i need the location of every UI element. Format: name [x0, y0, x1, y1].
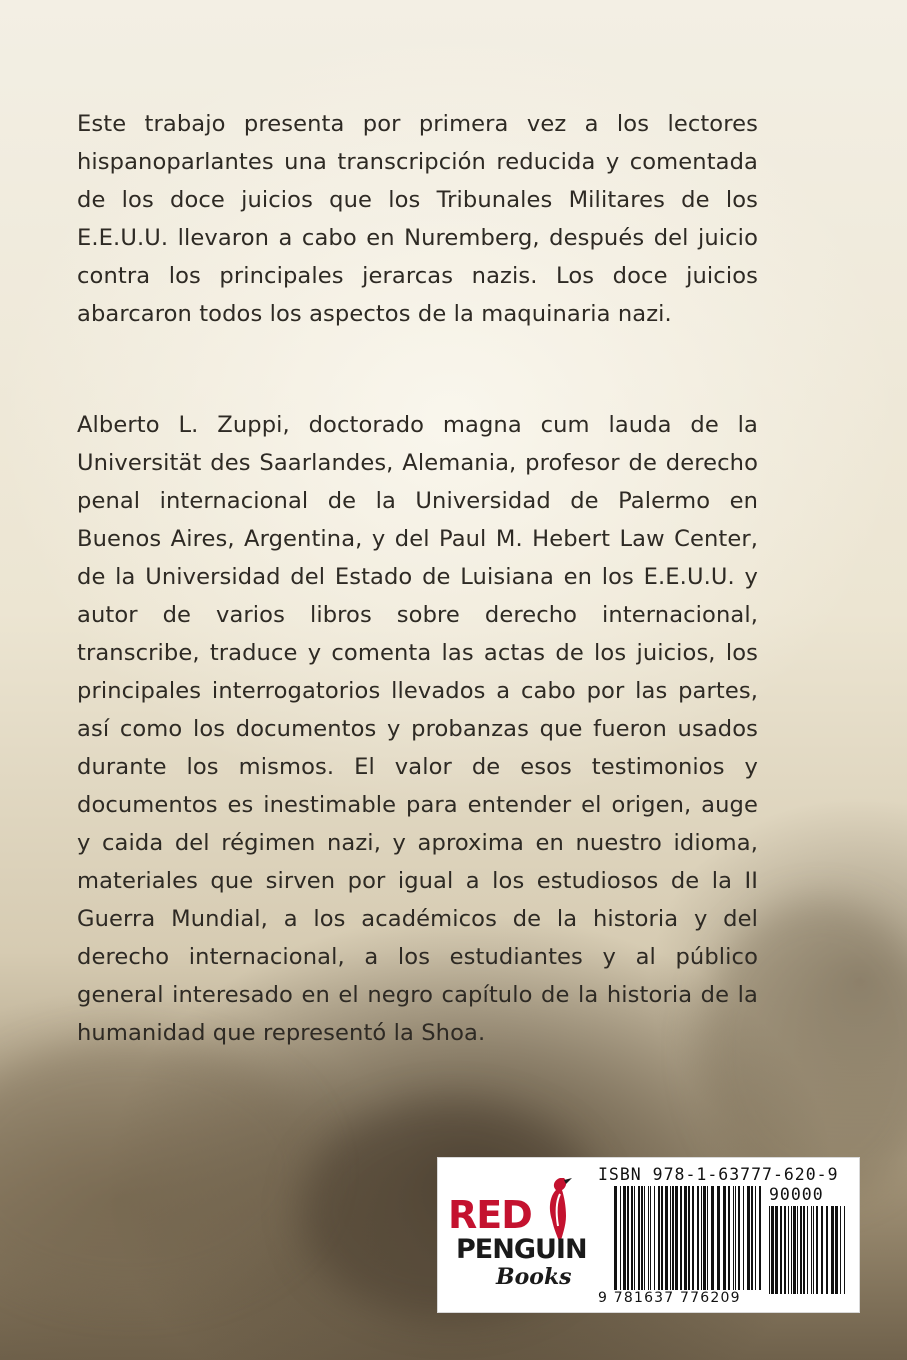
- blurb-paragraph-1: Este trabajo presenta por primera vez a los lectores hispanoparlantes una transcripción reducida y comentada de los doce juicios que los Tribunales Militares de los E.E.U.U. llevaron a cabo en Nuremberg, después del juicio contra los principales jerarcas nazis. Los doce juicios abarcaron todos los aspectos de la maquinaria nazi.: [77, 111, 758, 327]
- barcode-bar: [650, 1186, 651, 1290]
- barcode-bar: [813, 1206, 814, 1294]
- barcode-bar: [701, 1186, 702, 1290]
- barcode-bar: [816, 1206, 818, 1294]
- barcode-bar: [723, 1186, 726, 1290]
- barcode-bar: [675, 1186, 678, 1290]
- barcode-digits: 9 781637 776209: [598, 1290, 741, 1306]
- barcode-bar: [844, 1206, 845, 1294]
- barcode-bar: [784, 1206, 786, 1294]
- barcode-bar: [769, 1206, 770, 1294]
- barcode-bar: [688, 1186, 690, 1290]
- barcode-bar: [747, 1186, 750, 1290]
- logo-text-penguin: PENGUIN: [456, 1234, 587, 1265]
- barcode-icon: [614, 1186, 763, 1290]
- barcode-bar: [791, 1206, 792, 1294]
- smoke-decoration: [0, 1040, 320, 1300]
- barcode-bar: [684, 1186, 687, 1290]
- barcode-bar: [692, 1186, 694, 1290]
- price-code: 90000: [769, 1185, 824, 1204]
- barcode-addon-icon: [769, 1206, 845, 1294]
- isbn-label: ISBN 978-1-63777-620-9: [598, 1165, 839, 1184]
- barcode-bar: [840, 1206, 841, 1294]
- barcode-bar: [680, 1186, 682, 1290]
- barcode-bar: [670, 1186, 671, 1290]
- barcode-bar: [797, 1206, 798, 1294]
- barcode-bar: [821, 1206, 823, 1294]
- barcode-bar: [811, 1206, 812, 1294]
- barcode-panel: [437, 1157, 860, 1313]
- barcode-bar: [638, 1186, 640, 1290]
- barcode-bar: [735, 1186, 736, 1290]
- barcode-bar: [755, 1186, 756, 1290]
- barcode-bar: [835, 1206, 838, 1294]
- barcode-bar: [733, 1186, 734, 1290]
- barcode-bar: [648, 1186, 649, 1290]
- barcode-bar: [743, 1186, 744, 1290]
- barcode-bar: [658, 1186, 660, 1290]
- barcode-bar: [697, 1186, 699, 1290]
- barcode-bar: [707, 1186, 708, 1290]
- barcode-bar: [711, 1186, 714, 1290]
- barcode-bar: [759, 1186, 761, 1290]
- logo-text-red: RED: [448, 1193, 532, 1237]
- barcode-bar: [807, 1206, 808, 1294]
- barcode-bar: [620, 1186, 621, 1290]
- barcode-bar: [728, 1186, 730, 1290]
- blurb-paragraph-2: Alberto L. Zuppi, doctorado magna cum lauda de la Universität des Saarlandes, Alemania, profesor de derecho penal internacional de la Universidad de Palermo en Buenos Aires, Argentina, y del Paul M. Hebert Law Center, de la Universidad del Estado de Luisiana en los E.E.U.U. y autor de varios libros sobre derecho internacional, transcribe, traduce y comenta las actas de los juicios, los principales interrogatorios llevados a cabo por las partes, así como los documentos y probanzas que fueron usados durante los mismos. El valor de esos testimonios y documentos es inestimable para entender el origen, auge y caida del régimen nazi, y aproxima en nuestro idioma, materiales que sirven por igual a los estudiosos de la II Guerra Mundial, a los académicos de la historia y del derecho internacional, a los estudiantes y al público general interesado en el negro capítulo de la historia de la humanidad que representó la Shoa.: [77, 412, 758, 1046]
- barcode-bar: [775, 1206, 778, 1294]
- barcode-bar: [803, 1206, 805, 1294]
- barcode-bar: [831, 1206, 834, 1294]
- publisher-logo: [446, 1174, 596, 1304]
- barcode-bar: [751, 1186, 753, 1290]
- barcode-bar: [623, 1186, 626, 1290]
- barcode-bar: [614, 1186, 617, 1290]
- barcode-bar: [634, 1186, 635, 1290]
- barcode-bar: [672, 1186, 674, 1290]
- barcode-bar: [793, 1206, 796, 1294]
- barcode-bar: [788, 1206, 789, 1294]
- barcode-bar: [631, 1186, 633, 1290]
- barcode-bar: [644, 1186, 645, 1290]
- barcode-bar: [661, 1186, 663, 1290]
- barcode-bar: [641, 1186, 643, 1290]
- barcode-bar: [800, 1206, 802, 1294]
- barcode-bar: [738, 1186, 740, 1290]
- barcode-bar: [627, 1186, 629, 1290]
- barcode-bar: [780, 1206, 782, 1294]
- logo-text-books: Books: [496, 1264, 572, 1290]
- barcode-bar: [665, 1186, 668, 1290]
- barcode-bar: [771, 1206, 774, 1294]
- barcode-bar: [654, 1186, 655, 1290]
- barcode-bar: [703, 1186, 706, 1290]
- barcode-bar: [826, 1206, 828, 1294]
- barcode-bar: [717, 1186, 720, 1290]
